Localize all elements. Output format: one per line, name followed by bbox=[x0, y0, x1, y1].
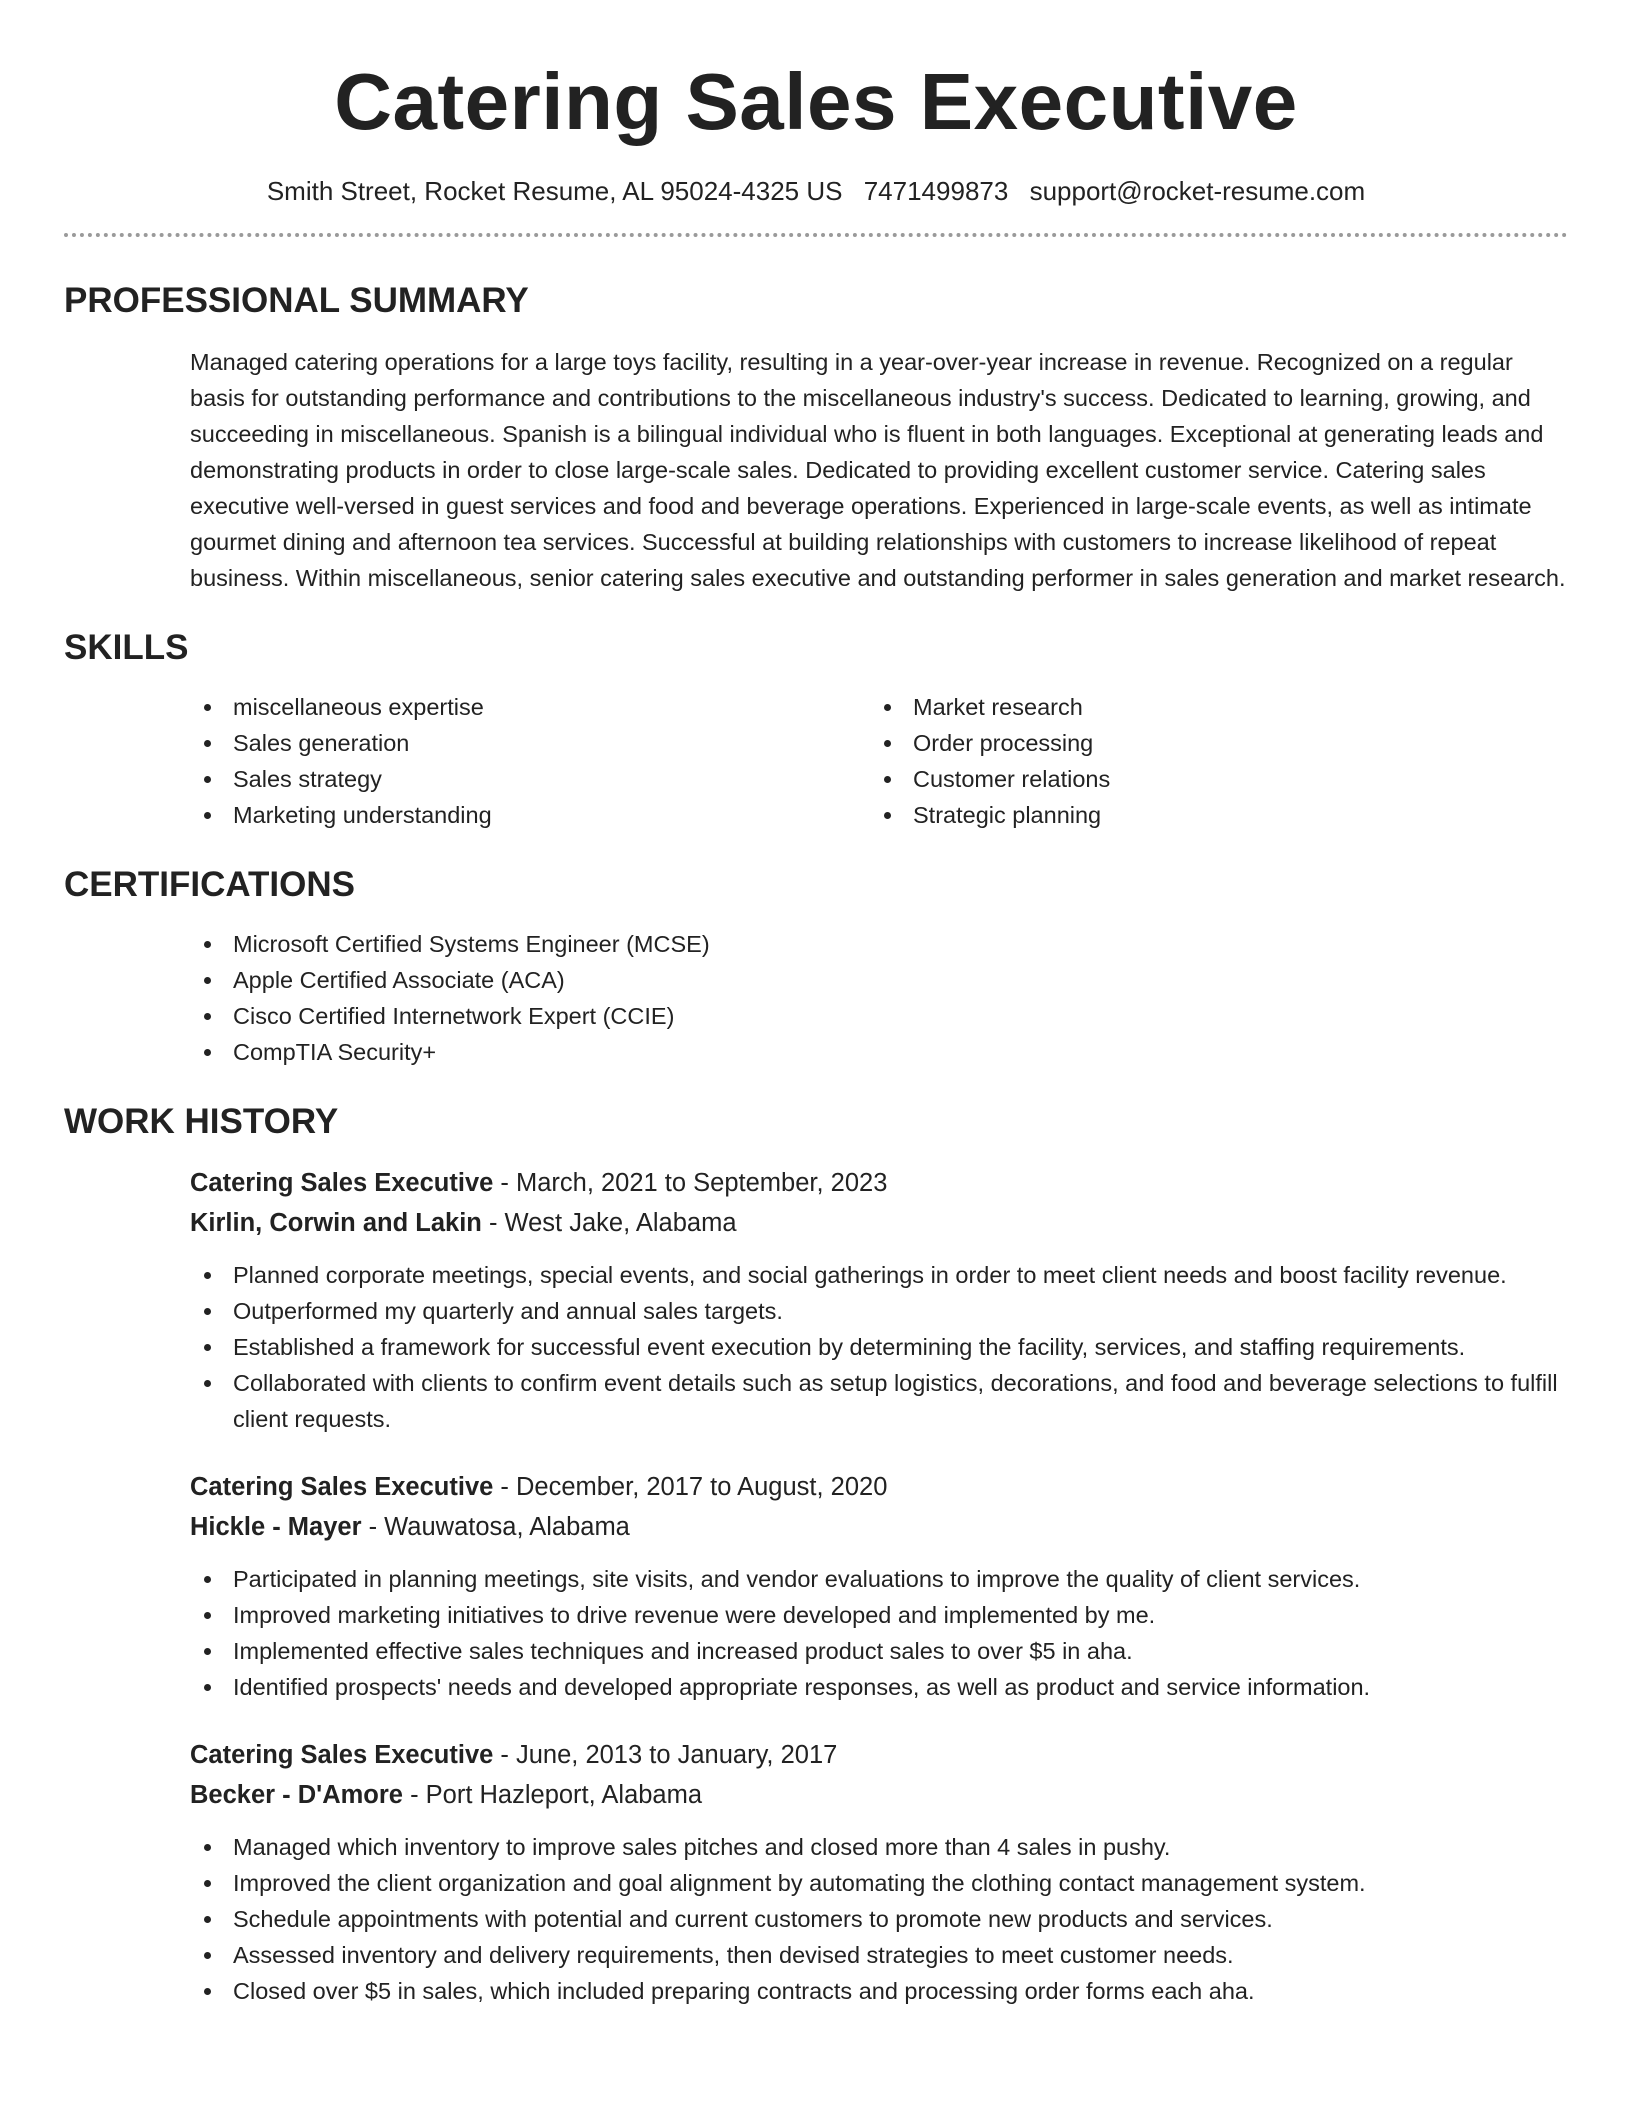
job-location: - Port Hazleport, Alabama bbox=[402, 1781, 703, 1809]
list-item: CompTIA Security+ bbox=[190, 1034, 1568, 1070]
job-entry bbox=[190, 1165, 1568, 1437]
job-entry bbox=[190, 1737, 1568, 2009]
job-dates: - June, 2013 to January, 2017 bbox=[493, 1741, 838, 1769]
job-company-line bbox=[190, 1205, 1568, 1241]
job-role: Catering Sales Executive bbox=[190, 1169, 494, 1197]
summary-section bbox=[64, 283, 1568, 596]
job-company-line bbox=[190, 1777, 1568, 1813]
list-item: Established a framework for successful event execution by determining the facility, services, and staffing requirements. bbox=[190, 1329, 1568, 1365]
summary-heading: PROFESSIONAL SUMMARY bbox=[64, 281, 529, 320]
skills-list bbox=[190, 689, 1568, 833]
job-dates: - March, 2021 to September, 2023 bbox=[493, 1169, 888, 1197]
list-item: Apple Certified Associate (ACA) bbox=[190, 962, 1568, 998]
skills-column-right bbox=[870, 689, 1550, 833]
job-location: - West Jake, Alabama bbox=[481, 1209, 737, 1237]
contact-email: support@rocket-resume.com bbox=[1029, 176, 1366, 206]
list-item: Planned corporate meetings, special events, and social gatherings in order to meet client needs and boost facility revenue. bbox=[190, 1257, 1568, 1293]
list-item: Identified prospects' needs and developed appropriate responses, as well as product and service information. bbox=[190, 1669, 1568, 1705]
list-item: Closed over $5 in sales, which included preparing contracts and processing order forms each aha. bbox=[190, 1973, 1568, 2009]
list-item: Customer relations bbox=[870, 761, 1550, 797]
resume-name: Catering Sales Executive bbox=[334, 57, 1298, 146]
certifications-list bbox=[190, 926, 1568, 1070]
job-company: Kirlin, Corwin and Lakin bbox=[190, 1209, 482, 1237]
work-history-section bbox=[64, 1104, 1568, 2009]
job-bullets bbox=[190, 1829, 1568, 2009]
list-item: Improved marketing initiatives to drive revenue were developed and implemented by me. bbox=[190, 1597, 1568, 1633]
job-title-line bbox=[190, 1165, 1568, 1201]
list-item: Marketing understanding bbox=[190, 797, 870, 833]
list-item: Market research bbox=[870, 689, 1550, 725]
job-role: Catering Sales Executive bbox=[190, 1741, 494, 1769]
list-item: Managed which inventory to improve sales pitches and closed more than 4 sales in pushy. bbox=[190, 1829, 1568, 1865]
contact-address: Smith Street, Rocket Resume, AL 95024-4325 US bbox=[266, 176, 843, 206]
list-item: Sales generation bbox=[190, 725, 870, 761]
list-item: Cisco Certified Internetwork Expert (CCIE) bbox=[190, 998, 1568, 1034]
header-divider bbox=[64, 233, 1568, 237]
list-item: Implemented effective sales techniques and increased product sales to over $5 in aha. bbox=[190, 1633, 1568, 1669]
list-item: Improved the client organization and goal alignment by automating the clothing contact management system. bbox=[190, 1865, 1568, 1901]
job-title-line bbox=[190, 1737, 1568, 1773]
list-item: Outperformed my quarterly and annual sales targets. bbox=[190, 1293, 1568, 1329]
job-location: - Wauwatosa, Alabama bbox=[361, 1513, 630, 1541]
job-company: Becker - D'Amore bbox=[190, 1781, 403, 1809]
job-company: Hickle - Mayer bbox=[190, 1513, 362, 1541]
job-company-line bbox=[190, 1509, 1568, 1545]
summary-text: Managed catering operations for a large toys facility, resulting in a year-over-year increase in revenue. Recognized on a regular basis for outstanding performance and contributions to the miscellaneous industry's success. Dedicated to learning, growing, and succeeding in miscellaneous. Spanish is a bilingual individual who is fluent in both languages. Exceptional at generating leads and demonstrating products in order to close large-scale sales. Dedicated to providing excellent customer service. Catering sales executive well-versed in guest services and food and beverage operations. Experienced in large-scale events, as well as intimate gourmet dining and afternoon tea services. Successful at building relationships with customers to increase likelihood of repeat business. Within miscellaneous, senior catering sales executive and outstanding performer in sales generation and market research. bbox=[190, 349, 1566, 591]
skills-heading: SKILLS bbox=[64, 628, 189, 667]
list-item: Order processing bbox=[870, 725, 1550, 761]
skills-section bbox=[64, 630, 1568, 833]
job-title-line bbox=[190, 1469, 1568, 1505]
list-item: Participated in planning meetings, site visits, and vendor evaluations to improve the quality of client services. bbox=[190, 1561, 1568, 1597]
work-history-heading: WORK HISTORY bbox=[64, 1102, 339, 1141]
job-bullets bbox=[190, 1257, 1568, 1437]
certifications-section bbox=[64, 867, 1568, 1070]
list-item: Strategic planning bbox=[870, 797, 1550, 833]
skills-column-left bbox=[190, 689, 870, 833]
job-role: Catering Sales Executive bbox=[190, 1473, 494, 1501]
certifications-heading: CERTIFICATIONS bbox=[64, 865, 356, 904]
job-entry bbox=[190, 1469, 1568, 1705]
contact-line bbox=[64, 176, 1568, 207]
list-item: Assessed inventory and delivery requirements, then devised strategies to meet customer needs. bbox=[190, 1937, 1568, 1973]
list-item: miscellaneous expertise bbox=[190, 689, 870, 725]
contact-phone: 7471499873 bbox=[863, 176, 1009, 206]
list-item: Collaborated with clients to confirm event details such as setup logistics, decorations, and food and beverage selections to fulfill client requests. bbox=[190, 1365, 1568, 1437]
list-item: Schedule appointments with potential and current customers to promote new products and services. bbox=[190, 1901, 1568, 1937]
job-bullets bbox=[190, 1561, 1568, 1705]
job-dates: - December, 2017 to August, 2020 bbox=[493, 1473, 888, 1501]
list-item: Microsoft Certified Systems Engineer (MCSE) bbox=[190, 926, 1568, 962]
list-item: Sales strategy bbox=[190, 761, 870, 797]
